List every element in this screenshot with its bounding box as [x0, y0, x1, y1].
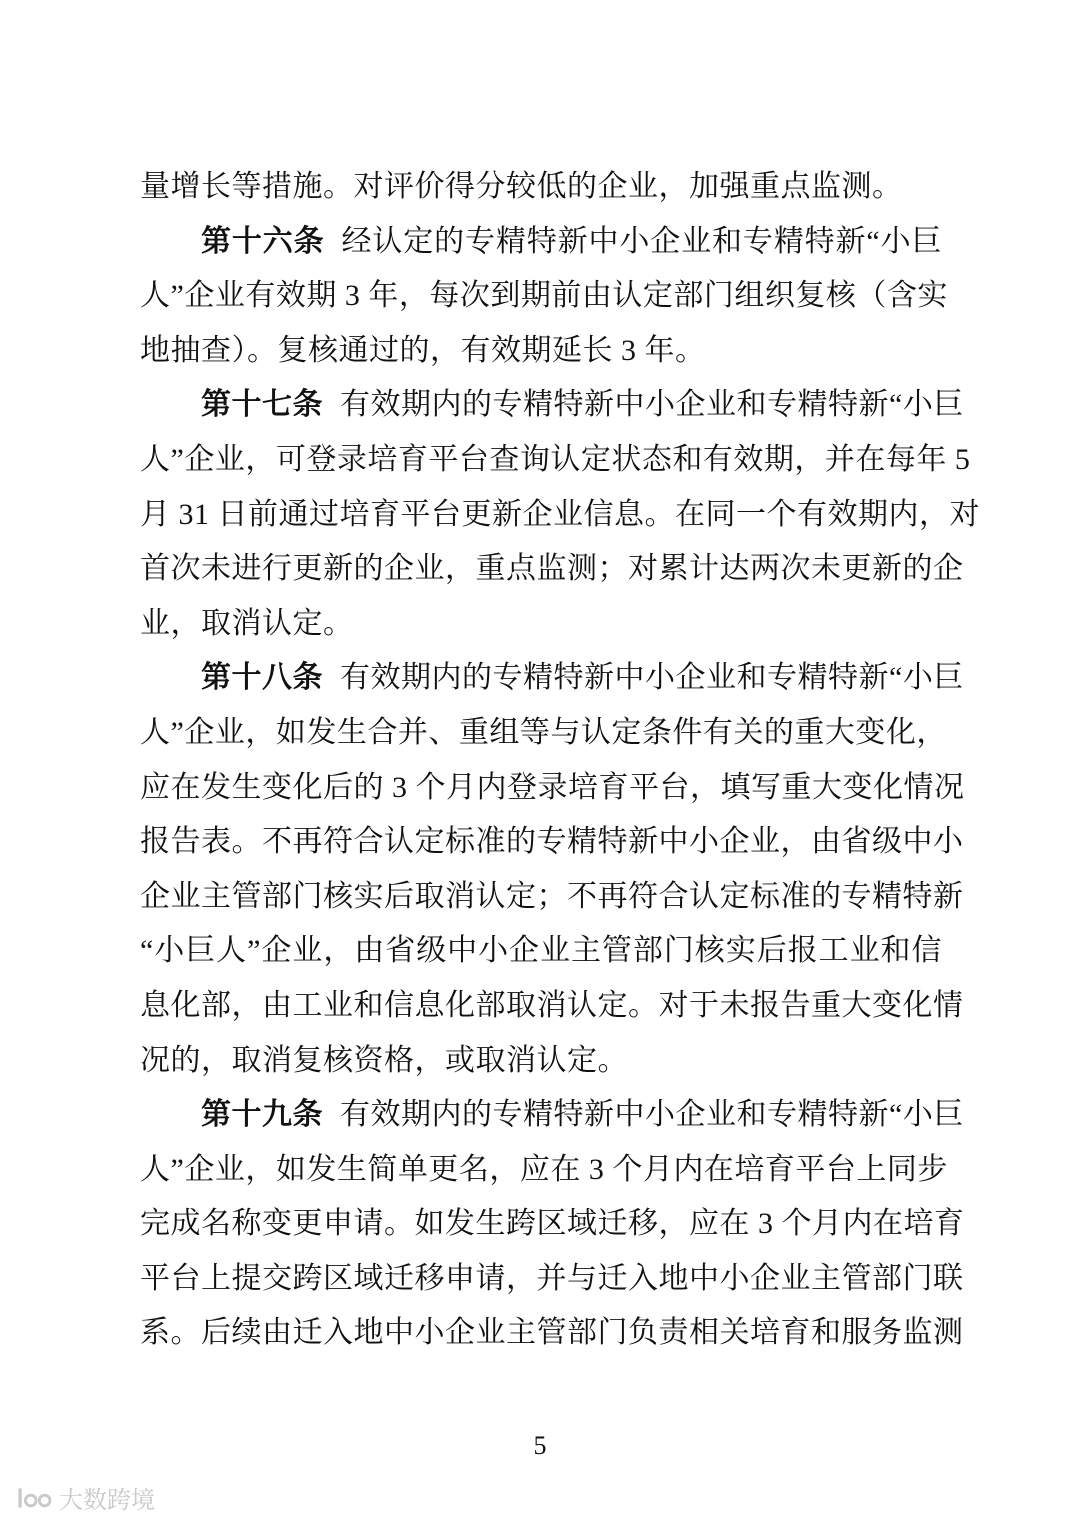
document-line — [140, 433, 971, 488]
document-line — [140, 1306, 964, 1361]
line-text: 息化部，由工业和信息化部取消认定。对于未报告重大变化情 — [140, 988, 964, 1022]
document-line — [140, 1088, 964, 1143]
document-line — [140, 269, 948, 324]
article-heading: 第十八条 — [201, 661, 323, 695]
document-line — [140, 378, 964, 433]
line-text: 首次未进行更新的企业，重点监测；对累计达两次未更新的企 — [140, 552, 964, 586]
document-line — [140, 706, 947, 761]
document-line — [140, 815, 964, 870]
page-footer — [0, 1431, 1080, 1461]
line-text: 人”企业，可登录培育平台查询认定状态和有效期，并在每年 5 — [140, 442, 971, 476]
document-line — [140, 1197, 965, 1252]
line-text: 报告表。不再符合认定标准的专精特新中小企业，由省级中小 — [140, 825, 964, 859]
line-text: 完成名称变更申请。如发生跨区域迁移，应在 3 个月内在培育 — [140, 1207, 965, 1241]
line-text: 经认定的专精特新中小企业和专精特新“小巨 — [341, 224, 942, 258]
document-line — [140, 542, 964, 597]
document-line — [140, 924, 942, 979]
document-line — [140, 1034, 942, 1089]
document-line — [140, 979, 964, 1034]
document-line — [140, 761, 965, 816]
line-text: “小巨人”企业，由省级中小企业主管部门核实后报工业和信 — [140, 934, 942, 968]
document-line — [140, 488, 980, 543]
watermark-text: 大数跨境 — [59, 1487, 155, 1514]
article-heading: 第十九条 — [201, 1098, 323, 1132]
line-text: 平台上提交跨区域迁移申请，并与迁入地中小企业主管部门联 — [140, 1261, 964, 1295]
line-text: 业，取消认定。 — [140, 606, 354, 640]
line-text: 有效期内的专精特新中小企业和专精特新“小巨 — [340, 388, 964, 422]
article-heading: 第十七条 — [201, 388, 323, 422]
document-line — [140, 597, 942, 652]
line-text: 月 31 日前通过培育平台更新企业信息。在同一个有效期内，对 — [140, 497, 980, 531]
line-text: 企业主管部门核实后取消认定；不再符合认定标准的专精特新 — [140, 879, 964, 913]
document-line — [140, 215, 942, 270]
document-line — [140, 160, 942, 215]
watermark-logo-icon — [16, 1487, 52, 1509]
line-text: 人”企业，如发生简单更名，应在 3 个月内在培育平台上同步 — [140, 1152, 948, 1186]
line-text: 况的，取消复核资格，或取消认定。 — [140, 1043, 628, 1077]
document-line — [140, 651, 964, 706]
line-text: 量增长等措施。对评价得分较低的企业，加强重点监测。 — [140, 170, 903, 203]
document-lines — [140, 160, 980, 1361]
line-text: 应在发生变化后的 3 个月内登录培育平台，填写重大变化情况 — [140, 770, 965, 804]
document-line — [140, 1252, 964, 1307]
article-heading: 第十六条 — [201, 224, 325, 258]
document-line — [140, 870, 964, 925]
watermark — [16, 1480, 155, 1515]
document-line — [140, 324, 942, 379]
line-text: 人”企业，如发生合并、重组等与认定条件有关的重大变化， — [140, 715, 947, 749]
line-text: 系。后续由迁入地中小企业主管部门负责相关培育和服务监测 — [140, 1316, 964, 1350]
page-number: 5 — [533, 1431, 547, 1460]
document-line — [140, 1143, 948, 1198]
line-text: 人”企业有效期 3 年，每次到期前由认定部门组织复核（含实 — [140, 279, 948, 313]
line-text: 地抽查）。复核通过的，有效期延长 3 年。 — [140, 333, 706, 367]
line-text: 有效期内的专精特新中小企业和专精特新“小巨 — [340, 661, 964, 695]
line-text: 有效期内的专精特新中小企业和专精特新“小巨 — [340, 1098, 964, 1132]
